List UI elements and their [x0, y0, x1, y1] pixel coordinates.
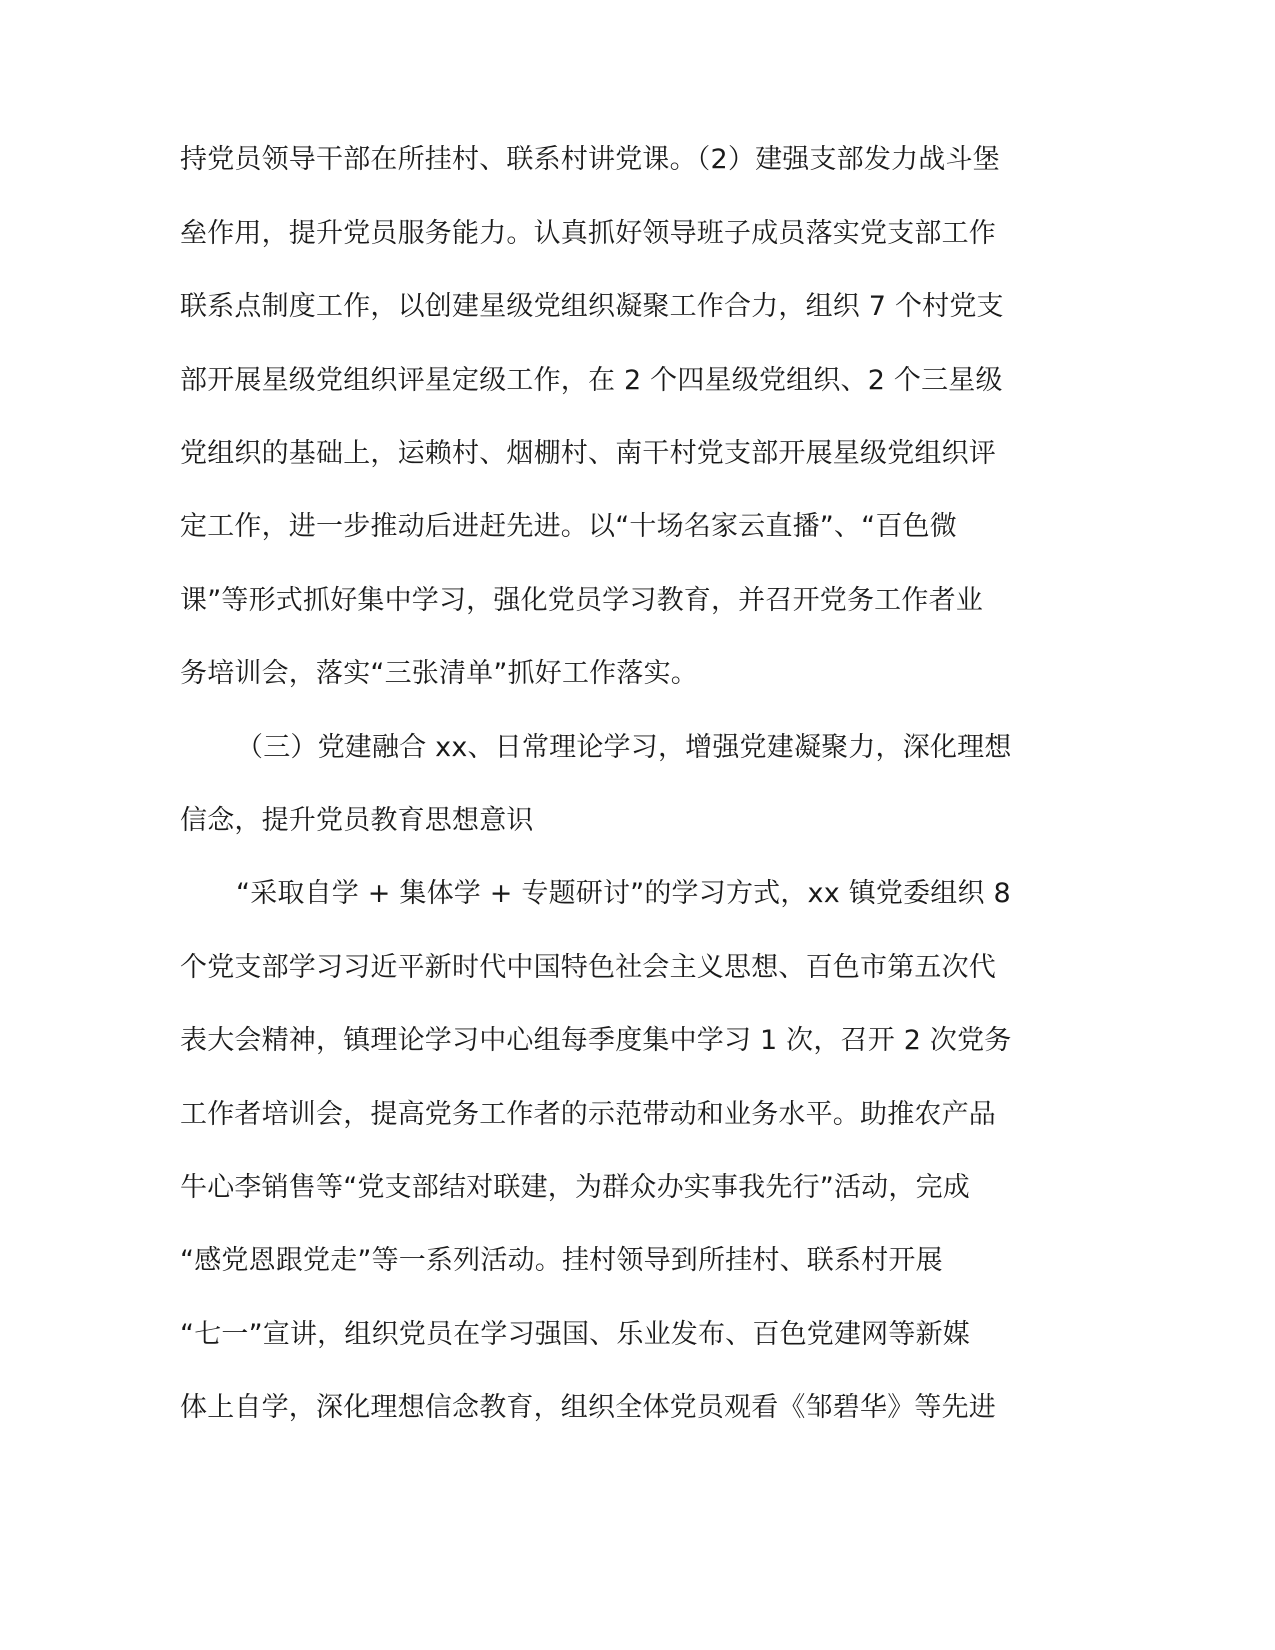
- text-line: 体上自学，深化理想信念教育，组织全体党员观看《邹碧华》等先进: [180, 1392, 996, 1423]
- text-line: “感党恩跟党走”等一系列活动。挂村领导到所挂村、联系村开展: [180, 1245, 943, 1276]
- paragraph-first-line: “采取自学 + 集体学 + 专题研讨”的学习方式，xx 镇党委组织 8: [236, 878, 1011, 909]
- text-line: “七一”宣讲，组织党员在学习强国、乐业发布、百色党建网等新媒: [180, 1319, 970, 1350]
- text-line: 定工作，进一步推动后进赶先进。以“十场名家云直播”、“百色微: [180, 511, 957, 542]
- text-line: 持党员领导干部在所挂村、联系村讲党课。（2）建强支部发力战斗堡: [180, 144, 1000, 175]
- text-line: 务培训会，落实“三张清单”抓好工作落实。: [180, 658, 698, 689]
- text-line: 工作者培训会，提高党务工作者的示范带动和业务水平。助推农产品: [180, 1099, 996, 1130]
- text-line: 联系点制度工作，以创建星级党组织凝聚工作合力，组织 7 个村党支: [180, 291, 1004, 322]
- text-line: 课”等形式抓好集中学习，强化党员学习教育，并召开党务工作者业: [180, 585, 983, 616]
- text-line: 垒作用，提升党员服务能力。认真抓好领导班子成员落实党支部工作: [180, 218, 996, 249]
- text-line: 个党支部学习习近平新时代中国特色社会主义思想、百色市第五次代: [180, 952, 996, 983]
- text-line: 表大会精神，镇理论学习中心组每季度集中学习 1 次，召开 2 次党务: [180, 1025, 1012, 1056]
- text-line: 牛心李销售等“党支部结对联建，为群众办实事我先行”活动，完成: [180, 1172, 970, 1203]
- text-line: 党组织的基础上，运赖村、烟棚村、南干村党支部开展星级党组织评: [180, 438, 996, 469]
- section-heading-line: （三）党建融合 xx、日常理论学习，增强党建凝聚力，深化理想: [236, 732, 1012, 763]
- text-line: 部开展星级党组织评星定级工作，在 2 个四星级党组织、2 个三星级: [180, 365, 1003, 396]
- section-heading-line: 信念，提升党员教育思想意识: [180, 805, 534, 836]
